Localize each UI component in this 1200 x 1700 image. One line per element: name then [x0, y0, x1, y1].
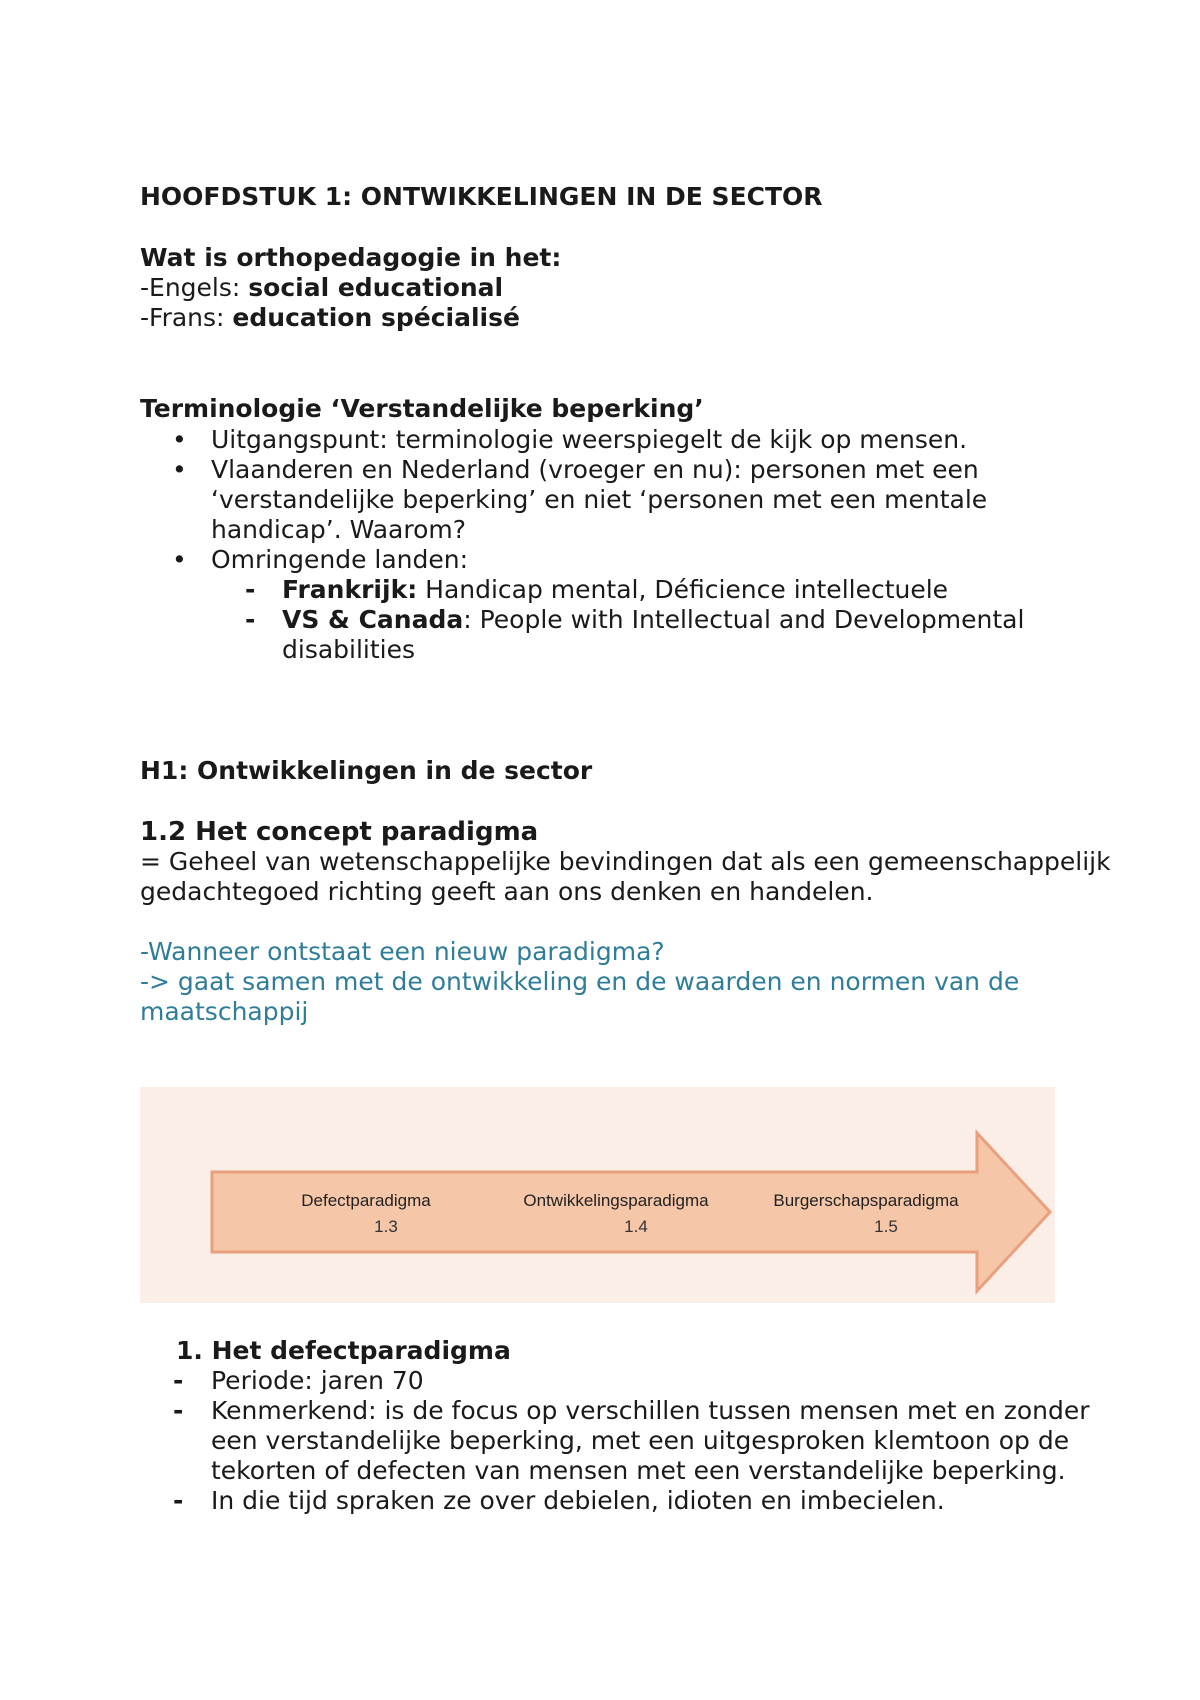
french-translation: -Frans: education spécialisé	[140, 303, 520, 332]
country-item-france: Frankrijk: Handicap mental, Déficience intellectuele	[282, 575, 949, 604]
chapter-heading: HOOFDSTUK 1: ONTWIKKELINGEN IN DE SECTOR	[140, 182, 823, 211]
dash-marker: -	[173, 1396, 184, 1425]
paradigm-answer-line-1: -> gaat samen met de ontwikkeling en de waarden en normen van de	[140, 967, 1020, 996]
dash-marker: -	[173, 1366, 184, 1395]
stage-label-citizenship: Burgerschapsparadigma	[773, 1191, 959, 1210]
terminology-bullet-2-line-3: handicap’. Waarom?	[211, 515, 467, 544]
sub-bullet-marker: -	[245, 605, 256, 634]
terminology-bullet-3: Omringende landen:	[211, 545, 469, 574]
defect-paradigm-title: 1. Het defectparadigma	[176, 1336, 511, 1365]
defect-item-characteristic-line-3: tekorten of defecten van mensen met een verstandelijke beperking.	[211, 1456, 1066, 1485]
terminology-bullet-1: Uitgangspunt: terminologie weerspiegelt de kijk op mensen.	[211, 425, 968, 454]
stage-number-development: 1.4	[624, 1217, 648, 1236]
stage-label-development: Ontwikkelingsparadigma	[523, 1191, 709, 1210]
definition-line-1: = Geheel van wetenschappelijke bevindingen dat als een gemeenschappelijk	[140, 847, 1111, 876]
paradigm-arrow	[212, 1133, 1050, 1291]
terminology-bullet-2-line-2: ‘verstandelijke beperking’ en niet ‘personen met een mentale	[211, 485, 988, 514]
english-translation: -Engels: social educational	[140, 273, 504, 302]
section-title: H1: Ontwikkelingen in de sector	[140, 756, 593, 785]
stage-number-defect: 1.3	[374, 1217, 398, 1236]
definition-line-2: gedachtegoed richting geeft aan ons denken en handelen.	[140, 877, 874, 906]
sub-bullet-marker: -	[245, 575, 256, 604]
defect-item-terms: In die tijd spraken ze over debielen, idioten en imbecielen.	[211, 1486, 945, 1515]
dash-marker: -	[173, 1486, 184, 1515]
translation-question: Wat is orthopedagogie in het:	[140, 243, 562, 272]
terminology-bullet-2: Vlaanderen en Nederland (vroeger en nu): personen met een	[211, 455, 979, 484]
paradigm-arrow-figure	[140, 1087, 1055, 1303]
bullet-marker: •	[172, 455, 187, 484]
defect-item-period: Periode: jaren 70	[211, 1366, 424, 1395]
defect-item-characteristic-line-2: een verstandelijke beperking, met een uitgesproken klemtoon op de	[211, 1426, 1070, 1455]
bullet-marker: •	[172, 545, 187, 574]
defect-item-characteristic: Kenmerkend: is de focus op verschillen tussen mensen met en zonder	[211, 1396, 1090, 1425]
country-item-continuation: disabilities	[282, 635, 416, 664]
stage-label-defect: Defectparadigma	[301, 1191, 431, 1210]
bullet-marker: •	[172, 425, 187, 454]
paradigm-answer-line-2: maatschappij	[140, 997, 309, 1026]
paradigm-question: -Wanneer ontstaat een nieuw paradigma?	[140, 937, 665, 966]
section-subtitle: 1.2 Het concept paradigma	[140, 817, 539, 847]
country-item-usa-canada: VS & Canada: People with Intellectual and Developmental	[282, 605, 1025, 634]
terminology-title: Terminologie ‘Verstandelijke beperking’	[140, 394, 704, 423]
stage-number-citizenship: 1.5	[874, 1217, 898, 1236]
